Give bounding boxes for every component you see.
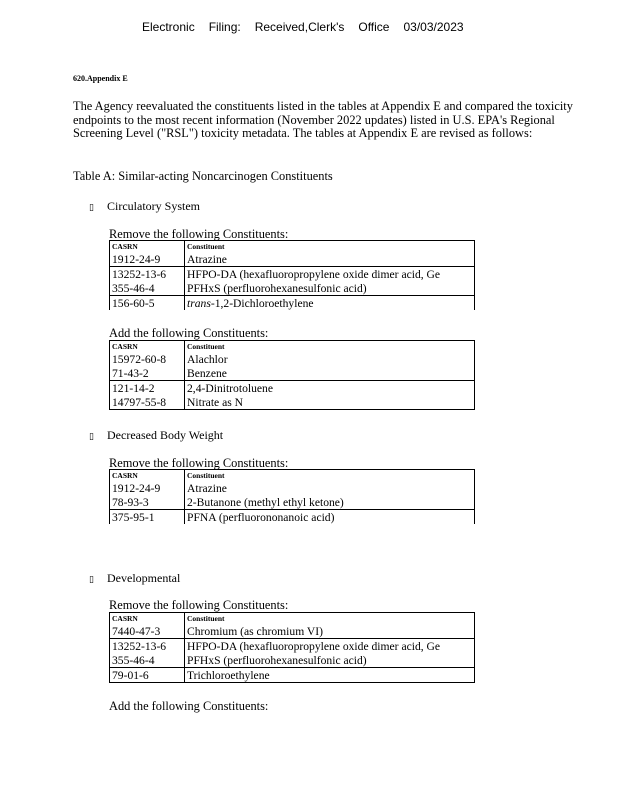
table-row — [110, 510, 475, 525]
header-date: 03/03/2023 — [403, 20, 464, 34]
casrn-cell: 375-95-1 — [110, 510, 185, 525]
table-row — [110, 668, 475, 683]
casrn-cell: 15972-60-8 — [110, 352, 185, 366]
remove-label-developmental: Remove the following Constituents: — [109, 598, 289, 612]
bullet-developmental — [89, 571, 180, 586]
constituent-cell: Alachlor — [185, 352, 475, 366]
constituent-cell: HFPO-DA (hexafluoropropylene oxide dimer acid, Ge — [185, 267, 475, 282]
add-label-developmental: Add the following Constituents: — [109, 699, 269, 713]
constituent-cell: Nitrate as N — [185, 395, 475, 410]
col-constituent-header: Constituent — [185, 470, 475, 482]
header-filing: Filing: — [208, 20, 241, 34]
header-office: Office — [358, 20, 390, 34]
constituent-cell: PFHxS (perfluorohexanesulfonic acid) — [185, 653, 475, 668]
casrn-cell: 7440-47-3 — [110, 624, 185, 639]
col-casrn-header: CASRN — [110, 470, 185, 482]
table-row — [110, 653, 475, 668]
bullet-icon: ▯ — [89, 203, 94, 213]
bullet-body-weight — [89, 428, 223, 443]
casrn-cell: 13252-13-6 — [110, 639, 185, 654]
col-casrn-header: CASRN — [110, 241, 185, 253]
table-row — [110, 395, 475, 410]
casrn-cell: 121-14-2 — [110, 381, 185, 396]
constituent-cell: Trichloroethylene — [185, 668, 475, 683]
table-row — [110, 281, 475, 296]
table-header-row — [110, 241, 475, 253]
table-header-row — [110, 613, 475, 625]
constituent-italic-prefix: trans — [187, 296, 211, 310]
table-row — [110, 481, 475, 495]
table-circulatory-remove — [109, 240, 475, 310]
table-header-row — [110, 341, 475, 353]
table-row — [110, 296, 475, 311]
casrn-cell: 13252-13-6 — [110, 267, 185, 282]
add-label-circulatory: Add the following Constituents: — [109, 326, 269, 340]
col-casrn-header: CASRN — [110, 341, 185, 353]
col-constituent-header: Constituent — [185, 613, 475, 625]
constituent-cell: Atrazine — [185, 481, 475, 495]
casrn-cell: 79-01-6 — [110, 668, 185, 683]
table-developmental-remove — [109, 612, 475, 683]
constituent-text: -1,2-Dichloroethylene — [210, 296, 314, 310]
constituent-cell: PFHxS (perfluorohexanesulfonic acid) — [185, 281, 475, 296]
col-constituent-header: Constituent — [185, 341, 475, 353]
casrn-cell: 71-43-2 — [110, 366, 185, 381]
casrn-cell: 14797-55-8 — [110, 395, 185, 410]
table-row — [110, 352, 475, 366]
intro-paragraph: The Agency reevaluated the constituents listed in the tables at Appendix E and compared the toxicity endpoints to the most recent information (November 2022 updates) listed in U.S. EPA's Regional Screening Level ("RSL") toxicity metadata. The tables at Appendix E are revised as follows: — [73, 99, 573, 141]
constituent-cell: Atrazine — [185, 252, 475, 267]
casrn-cell: 156-60-5 — [110, 296, 185, 311]
casrn-cell: 355-46-4 — [110, 653, 185, 668]
constituent-cell: 2-Butanone (methyl ethyl ketone) — [185, 495, 475, 510]
table-row — [110, 381, 475, 396]
header-received: Received,Clerk's — [254, 20, 345, 34]
table-row — [110, 624, 475, 639]
section-title-body-weight: Decreased Body Weight — [107, 428, 224, 442]
table-row — [110, 495, 475, 510]
section-title-circulatory: Circulatory System — [107, 199, 200, 213]
section-title-developmental: Developmental — [107, 571, 181, 585]
constituent-cell: HFPO-DA (hexafluoropropylene oxide dimer acid, Ge — [185, 639, 475, 654]
section-label: 620.Appendix E — [73, 74, 128, 83]
table-body-weight-remove — [109, 469, 475, 524]
constituent-cell: Benzene — [185, 366, 475, 381]
casrn-cell: 355-46-4 — [110, 281, 185, 296]
bullet-circulatory — [89, 199, 200, 214]
table-a-title: Table A: Similar-acting Noncarcinogen Constituents — [73, 169, 333, 183]
table-header-row — [110, 470, 475, 482]
bullet-icon: ▯ — [89, 432, 94, 442]
header-electronic: Electronic — [142, 20, 195, 34]
constituent-cell: PFNA (perfluorononanoic acid) — [185, 510, 475, 525]
filing-header — [142, 20, 478, 34]
table-row — [110, 366, 475, 381]
col-casrn-header: CASRN — [110, 613, 185, 625]
constituent-cell: Chromium (as chromium VI) — [185, 624, 475, 639]
casrn-cell: 1912-24-9 — [110, 481, 185, 495]
casrn-cell: 78-93-3 — [110, 495, 185, 510]
col-constituent-header: Constituent — [185, 241, 475, 253]
constituent-cell — [185, 296, 475, 311]
casrn-cell: 1912-24-9 — [110, 252, 185, 267]
table-row — [110, 252, 475, 267]
table-row — [110, 267, 475, 282]
remove-label-circulatory: Remove the following Constituents: — [109, 227, 289, 241]
table-circulatory-add — [109, 340, 475, 410]
remove-label-body-weight: Remove the following Constituents: — [109, 456, 289, 470]
table-row — [110, 639, 475, 654]
bullet-icon: ▯ — [89, 575, 94, 585]
constituent-cell: 2,4-Dinitrotoluene — [185, 381, 475, 396]
